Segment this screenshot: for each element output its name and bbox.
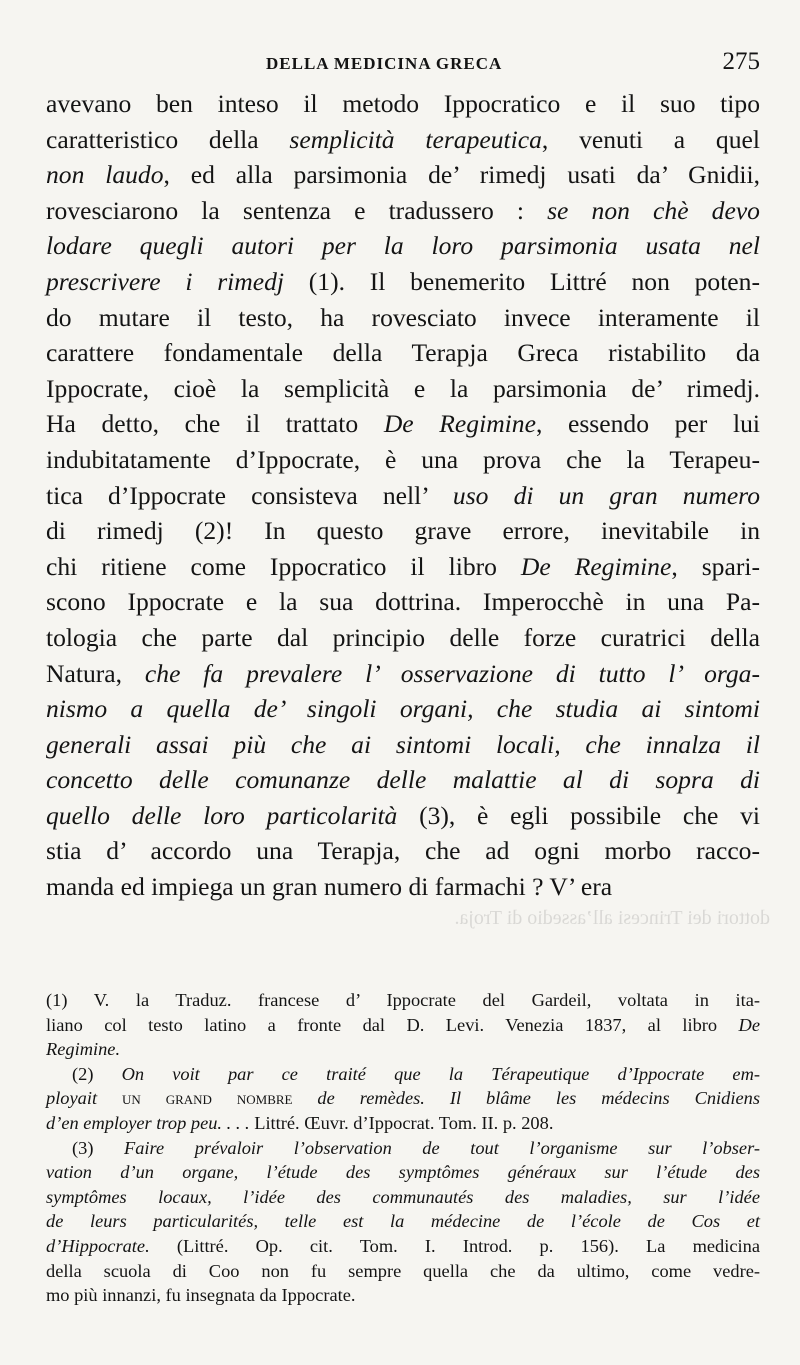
body-line bbox=[46, 549, 760, 585]
text-segment: , venuti a quel bbox=[541, 124, 760, 154]
footnote-line bbox=[46, 1259, 760, 1284]
text-segment: se non chè devo bbox=[547, 195, 760, 225]
body-line bbox=[46, 656, 760, 692]
text-segment: semplicità terapeutica bbox=[289, 124, 542, 154]
text-segment: de remèdes. Il blâme les médecins Cnidiens bbox=[292, 1088, 760, 1109]
text-segment: rovesciarono la sentenza e tradussero : bbox=[46, 195, 548, 225]
body-line bbox=[46, 513, 760, 549]
text-segment: chi ritiene come Ippocratico il libro bbox=[46, 551, 521, 581]
text-segment: tica d’Ippocrate consisteva nell’ bbox=[46, 480, 453, 510]
footnote-line bbox=[46, 1209, 760, 1234]
text-segment: avevano ben inteso il metodo Ippocratico e il suo tipo bbox=[46, 89, 760, 118]
body-line bbox=[46, 798, 760, 834]
body-line bbox=[46, 727, 760, 763]
text-segment: mo più innanzi, fu insegnata da Ippocrate. bbox=[46, 1285, 356, 1306]
text-segment: stia d’ accordo una Terapja, che ad ogni morbo racco- bbox=[46, 836, 760, 866]
text-segment: carattere fondamentale della Terapja Greca ristabilito da bbox=[46, 338, 760, 368]
text-segment: Littré. Œuvr. d’Ippocrat. Tom. II. p. 208. bbox=[249, 1112, 554, 1133]
text-segment: di rimedj (2)! In questo grave errore, inevitabile in bbox=[46, 516, 760, 546]
text-segment: (Littré. Op. cit. Tom. I. Introd. p. 156). La medicina bbox=[149, 1235, 760, 1256]
text-segment: che fa prevalere l’ osservazione di tutto l’ orga- bbox=[144, 658, 760, 688]
text-segment: Faire prévaloir l’observation de tout l’organisme sur l’obser- bbox=[124, 1137, 761, 1158]
text-segment: scono Ippocrate e la sua dottrina. Imperocchè in una Pa- bbox=[46, 587, 760, 617]
text-segment: (3) bbox=[72, 1137, 124, 1158]
text-segment: Ha detto, che il trattato bbox=[46, 409, 384, 439]
bleed-through-text: dottori dei Trincesi all’assedio di Troja. bbox=[454, 907, 770, 929]
body-line bbox=[46, 406, 760, 442]
footnote-line bbox=[46, 1283, 760, 1308]
text-segment: tologia che parte dal principio delle forze curatrici della bbox=[46, 622, 760, 652]
text-segment: vation d’un organe, l’étude des symptômes généraux sur l’étude des bbox=[46, 1162, 760, 1183]
text-segment: ployait bbox=[46, 1088, 123, 1109]
body-line bbox=[46, 584, 760, 620]
body-line bbox=[46, 264, 760, 300]
text-segment: (1) V. la Traduz. francese d’ Ippocrate del Gardeil, voltata in ita- bbox=[46, 990, 760, 1010]
text-segment: Regimine. bbox=[46, 1039, 121, 1060]
footnotes bbox=[46, 988, 760, 1308]
footnote-line bbox=[46, 1086, 760, 1111]
footnote-line bbox=[46, 1185, 760, 1210]
footnote-line bbox=[46, 988, 760, 1013]
body-line bbox=[46, 442, 760, 478]
footnote-line bbox=[46, 1037, 760, 1062]
body-line bbox=[46, 193, 760, 229]
text-segment: (3), è egli possibile che vi bbox=[397, 800, 760, 830]
text-segment: quello delle loro particolarità bbox=[46, 800, 398, 830]
text-segment: concetto delle comunanze delle malattie al di sopra di bbox=[46, 765, 760, 795]
body-line bbox=[46, 371, 760, 407]
text-segment: caratteristico della bbox=[46, 124, 290, 154]
text-segment: do mutare il testo, ha rovesciato invece interamente il bbox=[46, 302, 760, 332]
text-segment: non laudo bbox=[46, 160, 164, 190]
text-segment: della scuola di Coo non fu sempre quella che da ultimo, come vedre- bbox=[46, 1260, 760, 1281]
text-segment: nismo a quella de’ singoli organi, che studia ai sintomi bbox=[46, 694, 760, 724]
body-line bbox=[46, 86, 760, 122]
body-line bbox=[46, 478, 760, 514]
text-segment: manda ed impiega un gran numero di farmachi ? V’ era bbox=[46, 872, 613, 902]
body-line bbox=[46, 869, 760, 905]
text-segment: Ippocrate, cioè la semplicità e la parsimonia de’ rimedj. bbox=[46, 373, 760, 403]
text-segment: symptômes locaux, l’idée des communautés des maladies, sur l’idée bbox=[46, 1186, 760, 1207]
footnote-line bbox=[46, 1136, 760, 1161]
body-line bbox=[46, 620, 760, 656]
footnote-line bbox=[46, 1111, 760, 1136]
footnote-line bbox=[46, 1160, 760, 1185]
text-segment: Natura, bbox=[46, 658, 145, 688]
text-segment: , spari- bbox=[671, 551, 760, 581]
text-segment: (1). Il benemerito Littré non poten- bbox=[284, 266, 760, 296]
text-segment: un grand nombre bbox=[122, 1088, 293, 1109]
text-segment: indubitatamente d’Ippocrate, è una prova che la Terapeu- bbox=[46, 444, 760, 474]
text-segment: De Regimine bbox=[383, 409, 536, 439]
text-segment: generali assai più che ai sintomi locali, che innalza il bbox=[46, 729, 760, 759]
text-segment: liano col testo latino a fronte dal D. Levi. Venezia 1837, al libro bbox=[46, 1014, 739, 1035]
body-line bbox=[46, 157, 760, 193]
footnote-line bbox=[46, 1234, 760, 1259]
page-header bbox=[46, 50, 760, 82]
text-segment: de leurs particularités, telle est la médecine de l’école de Cos et bbox=[46, 1211, 760, 1232]
text-segment: On voit par ce traité que la Térapeutique d’Ippocrate em- bbox=[121, 1063, 760, 1084]
footnote-line bbox=[46, 1013, 760, 1038]
text-segment: d’Hippocrate. bbox=[46, 1235, 150, 1256]
body-line bbox=[46, 335, 760, 371]
text-segment: prescrivere i rimedj bbox=[46, 266, 285, 296]
body-line bbox=[46, 691, 760, 727]
text-segment: De bbox=[738, 1014, 760, 1035]
text-segment: , ed alla parsimonia de’ rimedj usati da’ Gnidii, bbox=[163, 160, 760, 190]
body-line bbox=[46, 300, 760, 336]
body-line bbox=[46, 762, 760, 798]
running-head: DELLA MEDICINA GRECA bbox=[266, 54, 503, 73]
text-segment: De Regimine bbox=[520, 551, 672, 581]
text-segment: , essendo per lui bbox=[535, 409, 760, 439]
text-segment: d’en employer trop peu. . . . bbox=[46, 1112, 250, 1133]
page-number: 275 bbox=[722, 48, 760, 75]
body-line bbox=[46, 122, 760, 158]
text-segment: (2) bbox=[72, 1063, 122, 1084]
text-segment: uso di un gran numero bbox=[452, 480, 760, 510]
footnote-line bbox=[46, 1062, 760, 1087]
body-line bbox=[46, 228, 760, 264]
body-line bbox=[46, 833, 760, 869]
text-segment: lodare quegli autori per la loro parsimonia usata nel bbox=[46, 231, 760, 261]
body-text bbox=[46, 86, 760, 905]
